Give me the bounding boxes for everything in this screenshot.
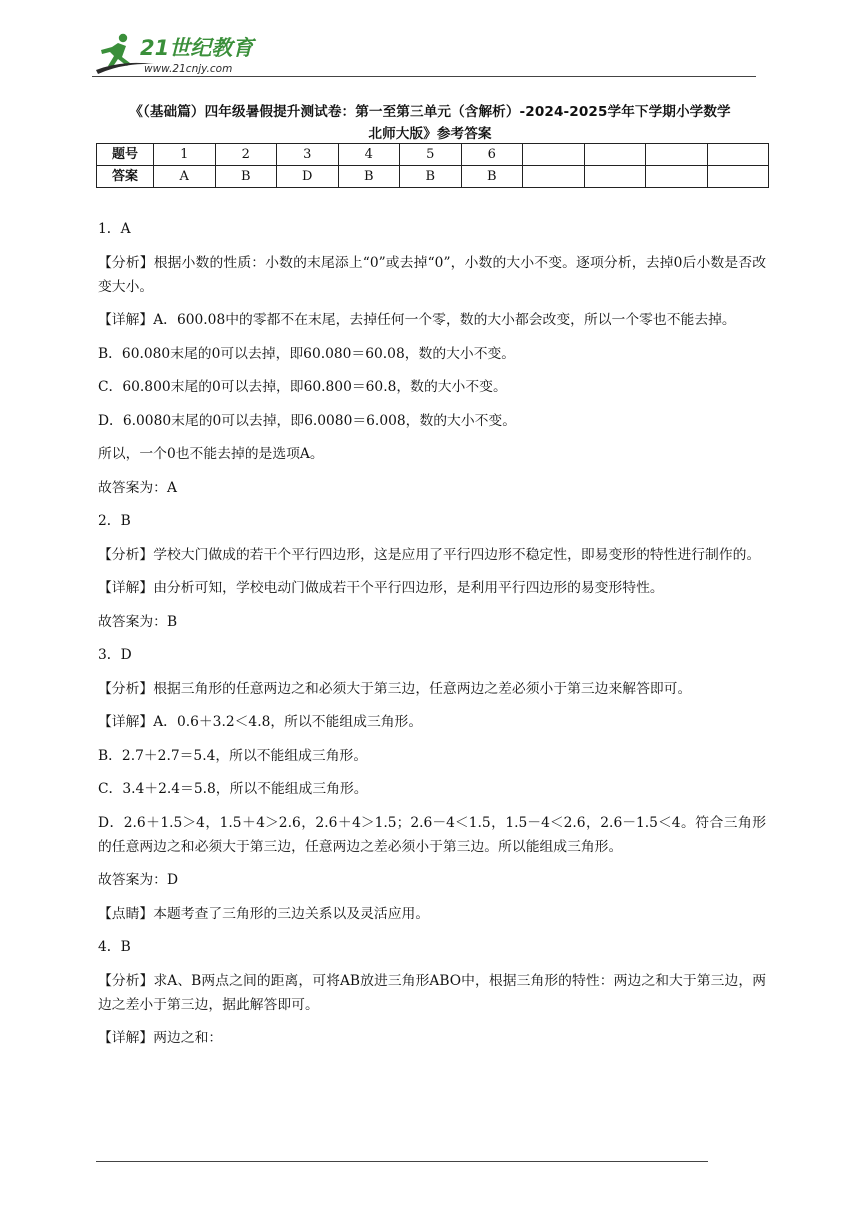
paragraph-tag: 【详解】 [98,580,154,596]
paragraph-text: 1．A [98,221,131,237]
paragraph-text: D．6.0080末尾的0可以去掉，即6.0080＝6.008，数的大小不变。 [98,412,517,429]
paragraph-text: A．600.08中的零都不在末尾，去掉任何一个零，数的大小都会改变，所以一个零也不能去掉。 [153,312,736,328]
solution-paragraph [98,744,766,768]
question-number-cell: 1 [154,144,216,166]
paragraph-text: 故答案为：A [98,479,177,496]
paragraph-text: 求A、B两点之间的距离，可将AB放进三角形ABO中，根据三角形的特性：两边之和大于第三边，两边之差小于第三边，据此解答即可。 [98,972,766,1013]
row-header-number: 题号 [97,144,154,166]
solution-paragraph [98,342,766,366]
solution-paragraph [98,777,766,801]
answer-cell: D [277,166,339,188]
solution-paragraph [98,217,766,241]
paragraph-text: 所以，一个0也不能去掉的是选项A。 [98,446,324,462]
paragraph-text: 故答案为：D [98,872,179,888]
solution-paragraph [98,1026,766,1050]
answer-cell [584,166,646,188]
answer-cell: B [461,166,523,188]
paragraph-tag: 【分析】 [98,254,154,271]
solution-paragraph [98,308,766,332]
solution-paragraph [98,935,766,959]
paragraph-text: 两边之和： [153,1030,223,1046]
question-number-cell [523,144,585,166]
question-number-cell [646,144,708,166]
solution-paragraph [98,902,766,926]
paragraph-text: D．2.6＋1.5＞4，1.5＋4＞2.6，2.6＋4＞1.5；2.6－4＜1.5，1.5－4＜2.6，2.6－1.5＜4。符合三角形的任意两边之和必须大于第三边，任意两边之差必须小于第三边。所以能组成三角形。 [98,814,766,855]
site-logo [92,30,262,76]
solutions-body [98,217,766,1060]
answer-cell [707,166,769,188]
question-number-row [97,144,769,166]
solution-paragraph [98,710,766,734]
solution-paragraph [98,375,766,399]
question-number-cell: 3 [277,144,339,166]
row-header-answer: 答案 [97,166,154,188]
paragraph-tag: 【详解】 [98,312,154,328]
paragraph-text: A．0.6＋3.2＜4.8，所以不能组成三角形。 [153,714,423,730]
paragraph-text: 根据三角形的任意两边之和必须大于第三边，任意两边之差必须小于第三边来解答即可。 [153,680,692,697]
document-title [96,101,764,145]
paragraph-tag: 【分析】 [98,680,154,697]
paragraph-text: 本题考查了三角形的三边关系以及灵活应用。 [153,905,430,922]
paragraph-text: 4．B [98,939,131,955]
answer-cell: B [400,166,462,188]
solution-paragraph [98,442,766,466]
question-number-cell: 2 [215,144,277,166]
answer-cell: B [215,166,277,188]
answer-cell: A [154,166,216,188]
question-number-cell [707,144,769,166]
solution-paragraph [98,251,766,299]
question-number-cell: 6 [461,144,523,166]
title-line-1: 《（基础篇）四年级暑假提升测试卷：第一至第三单元（含解析）-2024-2025学年下学期小学数学 [129,104,731,120]
solution-paragraph [98,811,766,859]
paragraph-text: 根据小数的性质：小数的末尾添上“0”或去掉“0”，小数的大小不变。逐项分析，去掉0后小数是否改变大小。 [98,254,767,295]
solution-paragraph [98,576,766,600]
question-number-cell: 5 [400,144,462,166]
solution-paragraph [98,610,766,634]
paragraph-text: C．60.800末尾的0可以去掉，即60.800＝60.8，数的大小不变。 [98,379,507,395]
solution-paragraph [98,969,766,1017]
answer-cell [646,166,708,188]
paragraph-text: B．60.080末尾的0可以去掉，即60.080＝60.08，数的大小不变。 [98,345,516,362]
solution-paragraph [98,409,766,433]
paragraph-text: 3．D [98,647,132,663]
paragraph-text: C．3.4＋2.4＝5.8，所以不能组成三角形。 [98,781,368,797]
solution-paragraph [98,643,766,667]
solution-paragraph [98,543,766,567]
question-number-cell: 4 [338,144,400,166]
footer-divider [96,1161,708,1162]
solution-paragraph [98,509,766,533]
answer-table [96,143,769,188]
logo-url: www.21cnjy.com [144,63,233,75]
paragraph-tag: 【分析】 [98,972,154,989]
answer-row [97,166,769,188]
paragraph-tag: 【详解】 [98,1030,154,1046]
paragraph-tag: 【分析】 [98,546,154,563]
paragraph-text: 由分析可知，学校电动门做成若干个平行四边形，是利用平行四边形的易变形特性。 [153,580,664,596]
solution-paragraph [98,476,766,500]
page-header [92,30,756,78]
paragraph-text: 2．B [98,513,131,529]
answer-cell [523,166,585,188]
paragraph-text: B．2.7＋2.7＝5.4，所以不能组成三角形。 [98,747,368,764]
question-number-cell [584,144,646,166]
title-line-2: 北师大版》参考答案 [368,126,492,142]
paragraph-tag: 【详解】 [98,714,154,730]
solution-paragraph [98,868,766,892]
paragraph-text: 故答案为：B [98,613,178,630]
solution-paragraph [98,677,766,701]
logo-text: 21世纪教育 [140,36,254,60]
header-divider [92,76,756,77]
paragraph-text: 学校大门做成的若干个平行四边形，这是应用了平行四边形不稳定性，即易变形的特性进行制作的。 [153,546,761,563]
paragraph-tag: 【点睛】 [98,905,154,922]
answer-cell: B [338,166,400,188]
